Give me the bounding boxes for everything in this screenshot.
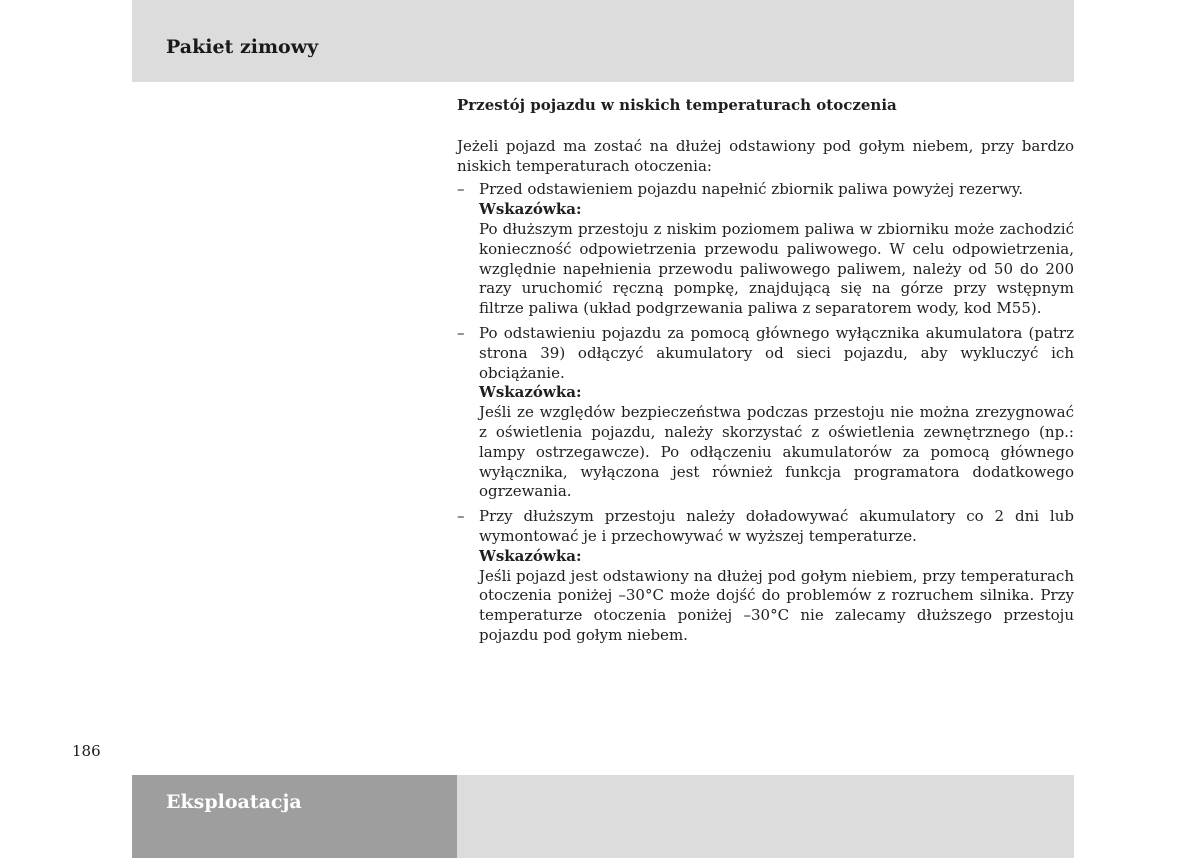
- chapter-tab: [132, 775, 457, 858]
- instruction-list: [457, 180, 1074, 645]
- main-content: [457, 96, 1074, 651]
- note-label: Wskazówka:: [479, 383, 582, 402]
- list-item-text: Przy dłuższym przestoju należy doładowywać akumulatory co 2 dni lub wymontować je i przechowywać w wyższej temperaturze.: [479, 507, 1074, 545]
- chapter-title: Eksploatacja: [166, 791, 302, 813]
- note-label: Wskazówka:: [479, 546, 582, 565]
- note-text: Po dłuższym przestoju z niskim poziomem paliwa w zbiorniku może zachodzić konieczność odpowietrzenia przewodu paliwowego. W celu odpowietrzenia, względnie napełnienia przewodu paliwowego paliwem, należy od 50 do 200 razy uruchomić ręczną pompkę, znajdującą się na górze przy wstępnym filtrze paliwa (układ podgrzewania paliwa z separatorem wody, kod M55).: [479, 219, 1074, 318]
- list-dash: –: [457, 180, 465, 199]
- header-band: [132, 0, 1074, 82]
- page-number: 186: [72, 742, 101, 760]
- list-item-text: Przed odstawieniem pojazdu napełnić zbiornik paliwa powyżej rezerwy.: [479, 180, 1024, 199]
- list-item: [457, 180, 1074, 319]
- note-text: Jeśli ze względów bezpieczeństwa podczas przestoju nie można zrezygnować z oświetlenia pojazdu, należy skorzystać z oświetlenia zewnętrznego (np.: lampy ostrzegawcze). Po odłączeniu akumulatorów za pomocą głównego wyłącznika, wyłączona jest również funkcja programatora dodatkowego ogrzewania.: [479, 403, 1074, 501]
- page-title: Pakiet zimowy: [166, 36, 319, 58]
- list-item-text: Po odstawieniu pojazdu za pomocą głównego wyłącznika akumulatora (patrz strona 39) odłączyć akumulatory od sieci pojazdu, aby wykluczyć ich obciążanie.: [479, 323, 1074, 382]
- section-heading: Przestój pojazdu w niskich temperaturach otoczenia: [457, 96, 897, 114]
- note-text: Jeśli pojazd jest odstawiony na dłużej pod gołym niebiem, przy temperaturach otoczenia poniżej –30°C może dojść do problemów z rozruchem silnika. Przy temperaturze otoczenia poniżej –30°C nie zalecamy dłuższego przestoju pojazdu pod gołym niebem.: [479, 566, 1074, 644]
- list-dash: –: [457, 507, 465, 526]
- footer-band: [457, 775, 1074, 858]
- note-label: Wskazówka:: [479, 200, 582, 219]
- list-dash: –: [457, 323, 465, 342]
- list-item: [457, 507, 1074, 646]
- intro-paragraph: Jeżeli pojazd ma zostać na dłużej odstawiony pod gołym niebem, przy bardzo niskich temperaturach otoczenia:: [457, 136, 1074, 175]
- list-item: [457, 324, 1074, 502]
